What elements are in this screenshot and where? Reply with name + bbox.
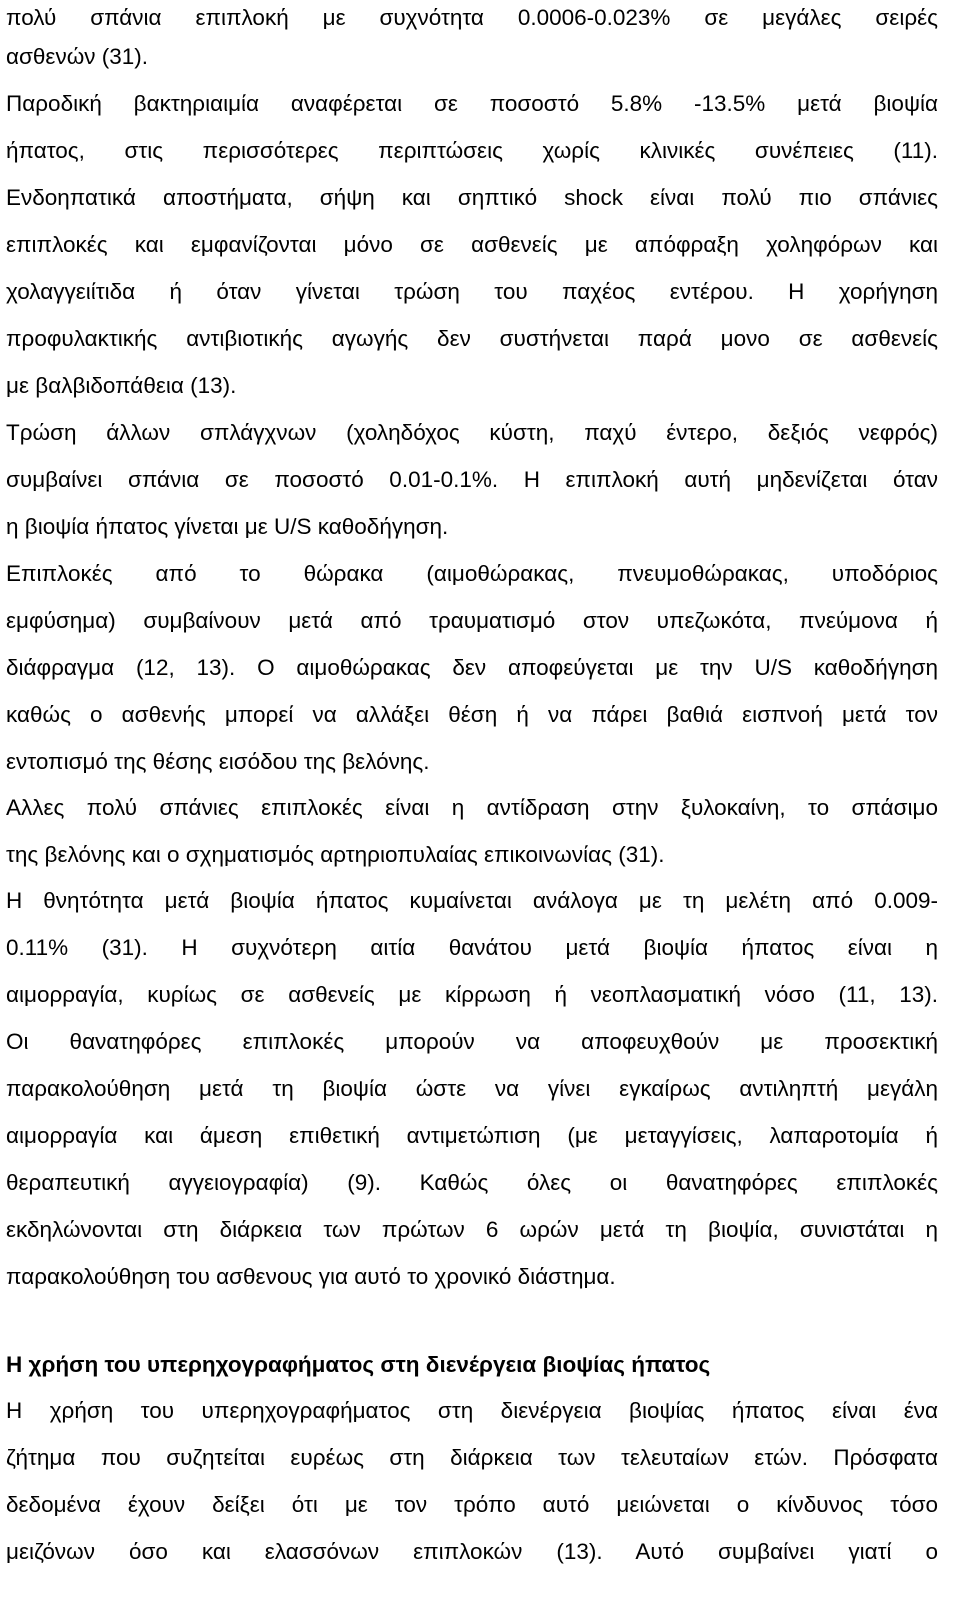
- text-line: Οι θανατηφόρες επιπλοκές μπορούν να αποφευχθούν με προσεκτική: [6, 1029, 938, 1054]
- text-line: Τρώση άλλων σπλάγχνων (χοληδόχος κύστη, παχύ έντερο, δεξιός νεφρός): [6, 420, 938, 445]
- text-line: ασθενών (31).: [6, 44, 149, 69]
- text-line: προφυλακτικής αντιβιοτικής αγωγής δεν συστήνεται παρά μονο σε ασθενείς: [6, 326, 938, 351]
- text-line: δεδομένα έχουν δείξει ότι με τον τρόπο αυτό μειώνεται ο κίνδυνος τόσο: [6, 1492, 938, 1517]
- text-line: Η θνητότητα μετά βιοψία ήπατος κυμαίνεται ανάλογα με τη μελέτη από 0.009-: [6, 888, 938, 913]
- text-line: Παροδική βακτηριαιμία αναφέρεται σε ποσοστό 5.8% -13.5% μετά βιοψία: [6, 91, 938, 116]
- text-line: η βιοψία ήπατος γίνεται με U/S καθοδήγηση.: [6, 514, 449, 539]
- text-line: διάφραγμα (12, 13). Ο αιμοθώρακας δεν αποφεύγεται με την U/S καθοδήγηση: [6, 655, 938, 680]
- text-line: συμβαίνει σπάνια σε ποσοστό 0.01-0.1%. Η επιπλοκή αυτή μηδενίζεται όταν: [6, 467, 938, 492]
- text-line: εκδηλώνονται στη διάρκεια των πρώτων 6 ωρών μετά τη βιοψία, συνιστάται η: [6, 1217, 938, 1242]
- text-line: Ενδοηπατικά αποστήματα, σήψη και σηπτικό shock είναι πολύ πιο σπάνιες: [6, 185, 938, 210]
- text-line: θεραπευτική αγγειογραφία) (9). Καθώς όλες οι θανατηφόρες επιπλοκές: [6, 1170, 938, 1195]
- text-line: ζήτημα που συζητείται ευρέως στη διάρκεια των τελευταίων ετών. Πρόσφατα: [6, 1445, 938, 1470]
- text-line: μειζόνων όσο και ελασσόνων επιπλοκών (13). Αυτό συμβαίνει γιατί ο: [6, 1539, 938, 1564]
- text-line: καθώς ο ασθενής μπορεί να αλλάξει θέση ή να πάρει βαθιά εισπνοή μετά τον: [6, 702, 938, 727]
- text-line: αιμορραγία, κυρίως σε ασθενείς με κίρρωση ή νεοπλασματική νόσο (11, 13).: [6, 982, 938, 1007]
- text-line: Επιπλοκές από το θώρακα (αιμοθώρακας, πνευμοθώρακας, υποδόριος: [6, 561, 938, 586]
- text-line: χολαγγειίτιδα ή όταν γίνεται τρώση του παχέος εντέρου. Η χορήγηση: [6, 279, 938, 304]
- text-line: παρακολούθηση μετά τη βιοψία ώστε να γίνει εγκαίρως αντιληπτή μεγάλη: [6, 1076, 938, 1101]
- text-line: με βαλβιδοπάθεια (13).: [6, 373, 237, 398]
- text-line: της βελόνης και ο σχηματισμός αρτηριοπυλαίας επικοινωνίας (31).: [6, 842, 665, 867]
- text-line: 0.11% (31). Η συχνότερη αιτία θανάτου μετά βιοψία ήπατος είναι η: [6, 935, 938, 960]
- text-line: επιπλοκές και εμφανίζονται μόνο σε ασθενείς με απόφραξη χοληφόρων και: [6, 232, 938, 257]
- text-line: Η χρήση του υπερηχογραφήματος στη διενέργεια βιοψίας ήπατος είναι ένα: [6, 1398, 938, 1423]
- text-line: πολύ σπάνια επιπλοκή με συχνότητα 0.0006-0.023% σε μεγάλες σειρές: [6, 5, 938, 30]
- text-line: παρακολούθηση του ασθενους για αυτό το χρονικό διάστημα.: [6, 1264, 616, 1289]
- text-line: εντοπισμό της θέσης εισόδου της βελόνης.: [6, 749, 430, 774]
- text-line: Αλλες πολύ σπάνιες επιπλοκές είναι η αντίδραση στην ξυλοκαίνη, το σπάσιμο: [6, 795, 938, 820]
- text-line: εμφύσημα) συμβαίνουν μετά από τραυματισμό στον υπεζωκότα, πνεύμονα ή: [6, 608, 938, 633]
- text-line: αιμορραγία και άμεση επιθετική αντιμετώπιση (με μεταγγίσεις, λαπαροτομία ή: [6, 1123, 938, 1148]
- section-heading: Η χρήση του υπερηχογραφήματος στη διενέργεια βιοψίας ήπατος: [6, 1352, 711, 1377]
- text-line: ήπατος, στις περισσότερες περιπτώσεις χωρίς κλινικές συνέπειες (11).: [6, 138, 938, 163]
